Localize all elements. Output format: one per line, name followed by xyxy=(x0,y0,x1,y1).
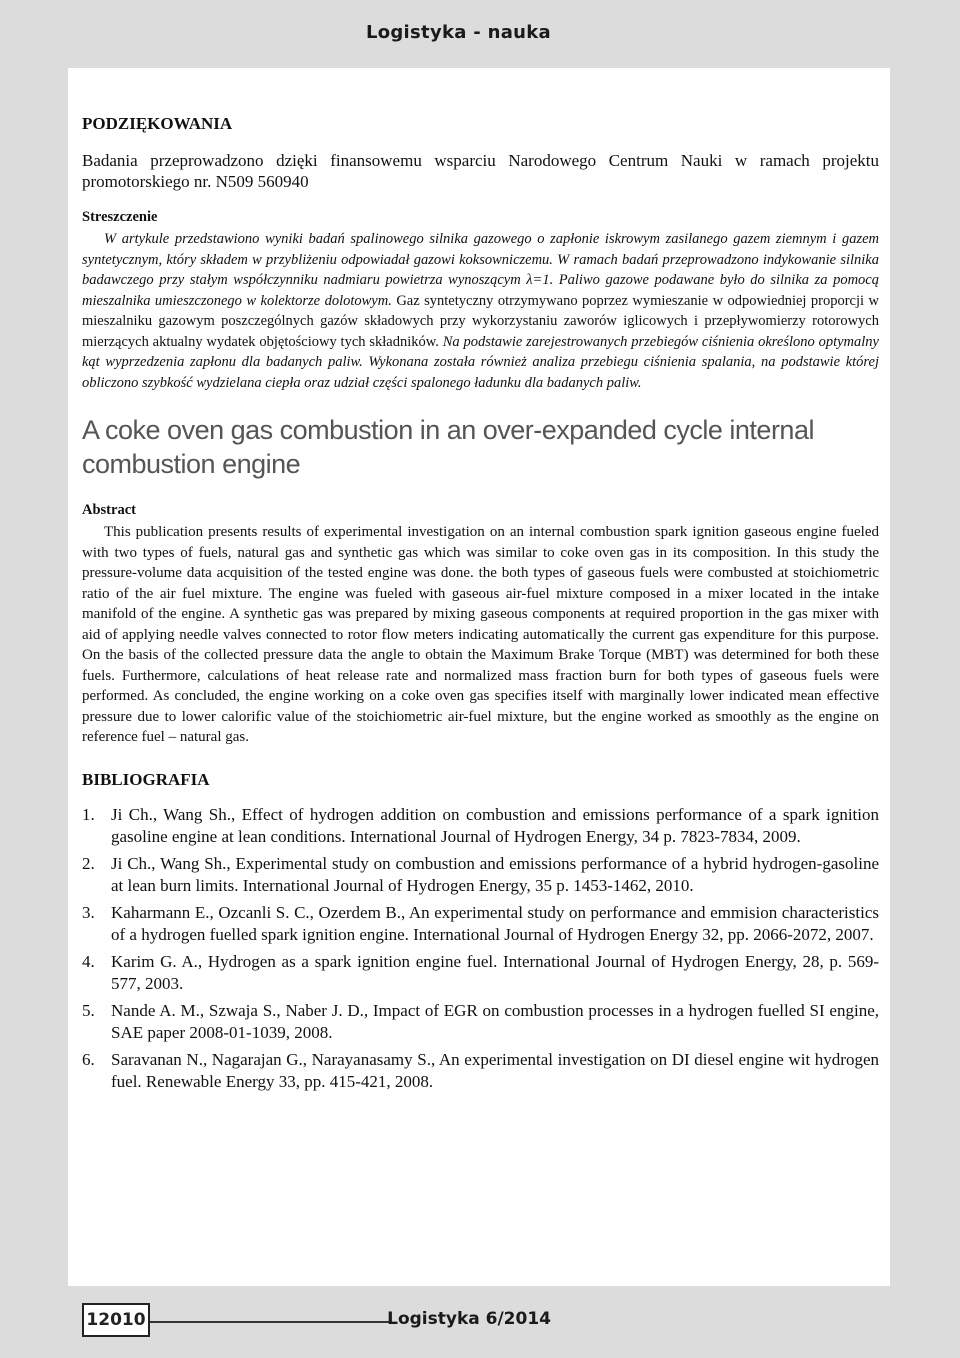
abstract-text: This publication presents results of experimental investigation on an internal combustion spark ignition gaseous engine fueled with two types of fuels, natural gas and synthetic gas which was similar to coke oven gas in its composition. In this study the pressure-volume data acquisition of the tested engine was done. the both types of gaseous fuels were combusted at stoichiometric ratio of the air fuel mixture. The engine was fueled with gaseous air-fuel mixture composed in a mixer located in the intake manifold of the engine. A synthetic gas was prepared by mixing gaseous components at required proportion in the gas mixer with aid of applying needle valves connected to rotor flow meters indicating automatically the current gas expenditure for this purpose. On the basis of the collected pressure data the angle to obtain the Maximum Brake Torque (MBT) was determined for both these fuels. Furthermore, calculations of heat release rate and normalized mass fraction burn for both types of gaseous fuels were performed. As concluded, the engine working on a coke oven gas specifies itself with marginally lower indicated mean effective pressure due to lower calorific value of the stoichiometric air-fuel mixture, but the engine worked as smoothly as the engine on reference fuel – natural gas. xyxy=(82,524,879,745)
bibliography-item-number: 6. xyxy=(82,1049,95,1069)
page-number-box: 12010 xyxy=(82,1303,150,1337)
bibliography-list xyxy=(82,804,879,1093)
acknowledgements-heading: PODZIĘKOWANIA xyxy=(82,114,233,133)
streszczenie-text xyxy=(82,229,879,393)
bibliography-item xyxy=(82,1049,879,1093)
bibliography-item-number: 3. xyxy=(82,902,95,922)
bibliography-item-number: 2. xyxy=(82,853,95,873)
page-sheet xyxy=(68,68,890,1286)
bibliography-item-text: Saravanan N., Nagarajan G., Narayanasamy S., An experimental investigation on DI diesel engine wit hydrogen fuel. Renewable Energy 33, pp. 415-421, 2008. xyxy=(111,1049,879,1091)
bibliography-item-text: Nande A. M., Szwaja S., Naber J. D., Impact of EGR on combustion processes in a hydrogen fuelled SI engine, SAE paper 2008-01-1039, 2008. xyxy=(111,1000,879,1042)
streszczenie-part-1: W artykule przedstawiono wyniki badań spalinowego silnika gazowego o zapłonie iskrowym zasilanego gazem ziemnym i gazem syntetycznym, który składem w przybliżeniu odpowiadał gazowi koksowniczemu. xyxy=(82,231,879,268)
english-title: A coke oven gas combustion in an over-expanded cycle internal combustion engine xyxy=(82,415,814,479)
bibliography-heading: BIBLIOGRAFIA xyxy=(82,769,210,789)
bibliography-item xyxy=(82,951,879,995)
bibliography-item-text: Karim G. A., Hydrogen as a spark ignition engine fuel. International Journal of Hydrogen Energy, 28, p. 569-577, 2003. xyxy=(111,951,879,993)
acknowledgements-text: Badania przeprowadzono dzięki finansowemu wsparciu Narodowego Centrum Nauki w ramach projektu promotorskiego nr. N509 560940 xyxy=(82,151,879,191)
journal-issue-label: Logistyka 6/2014 xyxy=(387,1309,551,1329)
bibliography-item-number: 1. xyxy=(82,804,95,824)
bibliography-item-text: Ji Ch., Wang Sh., Experimental study on combustion and emissions performance of a hybrid hydrogen-gasoline at lean burn limits. International Journal of Hydrogen Energy, 35 p. 1453-1462, 2010. xyxy=(111,853,879,895)
abstract-heading: Abstract xyxy=(82,502,136,518)
streszczenie-part-2: W ramach badań przeprowadzono indykowanie silnika badawczego przy stałym współczynniku nadmiaru powietrza wynoszącym λ=1. Paliwo gazowe podawane było do silnika za pomocą mieszalnika umieszczonego w kolektorze dolotowym. xyxy=(82,251,879,309)
streszczenie-part-4: Na podstawie zarejestrowanych przebiegów ciśnienia określono optymalny kąt wyprzedzenia zapłonu dla badanych paliw. Wykonana została również analiza przebiegu ciśnienia spalania, na podstawie której obliczono szybkość wydzielana ciepła oraz udział części spalonego ładunku dla badanych paliw. xyxy=(82,333,879,391)
bibliography-item xyxy=(82,804,879,848)
page-footer xyxy=(0,1295,960,1355)
streszczenie-part-3: Gaz syntetyczny otrzymywano poprzez wymieszanie w odpowiedniej proporcji w mieszalniku gazowym poszczególnych gazów składowych przy wykorzystaniu zaworów iglicowych i przepływomierzy rotorowych mierzących aktualny wydatek objętościowy tych składników. xyxy=(82,292,879,350)
bibliography-item-text: Kaharmann E., Ozcanli S. C., Ozerdem B., An experimental study on performance and emmision characteristics of a hydrogen fuelled spark ignition engine. International Journal of Hydrogen Energy 32, pp. 2066-2072, 2007. xyxy=(111,902,879,944)
bibliography-item-text: Ji Ch., Wang Sh., Effect of hydrogen addition on combustion and emissions performance of a spark ignition gasoline engine at lean conditions. International Journal of Hydrogen Energy, 34 p. 7823-7834, 2009. xyxy=(111,804,879,846)
streszczenie-heading: Streszczenie xyxy=(82,209,158,225)
bibliography-item xyxy=(82,1000,879,1044)
footer-rule xyxy=(150,1321,390,1323)
bibliography-item xyxy=(82,853,879,897)
journal-section-header: Logistyka - nauka xyxy=(365,22,551,43)
bibliography-item-number: 5. xyxy=(82,1000,95,1020)
bibliography-item xyxy=(82,902,879,946)
bibliography-item-number: 4. xyxy=(82,951,95,971)
page-content xyxy=(82,114,879,1098)
